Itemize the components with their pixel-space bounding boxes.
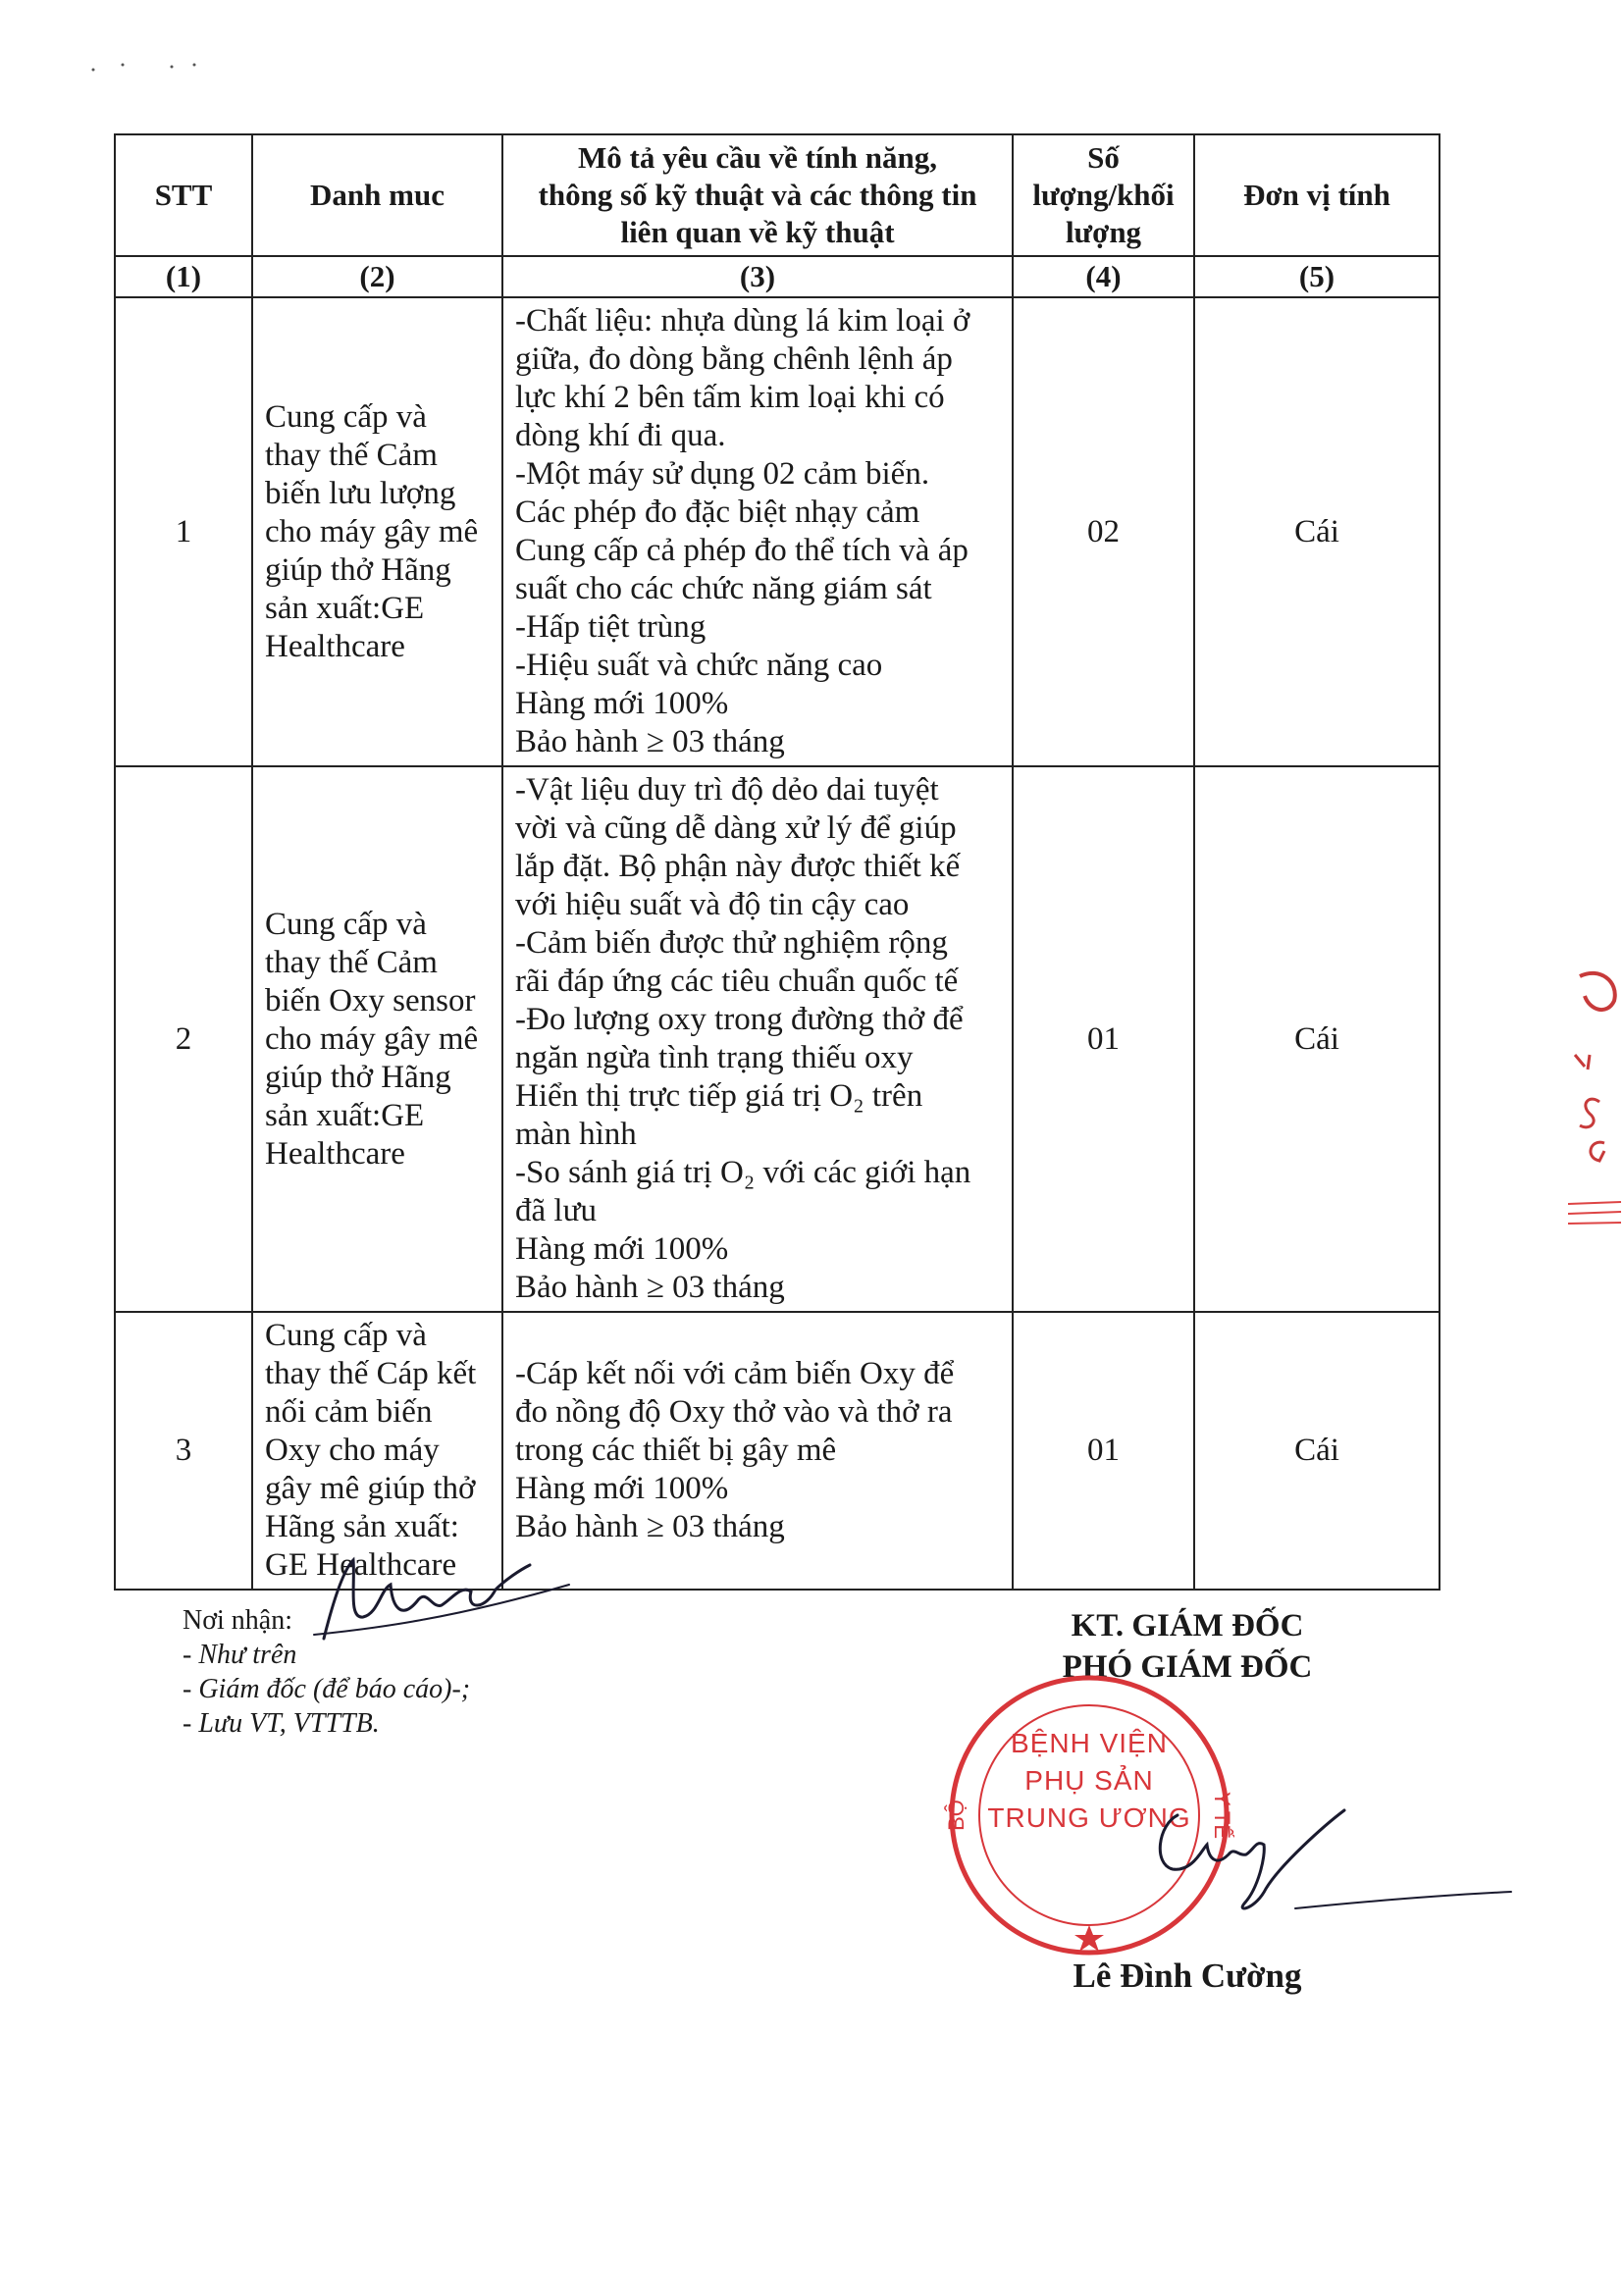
signatory-name: Lê Đình Cường: [1073, 1957, 1302, 1995]
seal-right-text: Y TẾ: [1210, 1791, 1234, 1840]
recipient-item: - Như trên: [183, 1640, 297, 1670]
row-stt: 3: [115, 1312, 252, 1590]
signatory-line2: PHÓ GIÁM ĐỐC: [1062, 1649, 1313, 1685]
row-stt: 1: [115, 297, 252, 766]
header-unit: Đơn vị tính: [1194, 134, 1440, 256]
row-name: Cung cấp và thay thế Cáp kết nối cảm biến Oxy cho máy gây mê giúp thở Hãng sản xuất: GE Healthcare: [252, 1312, 502, 1590]
row-unit: Cái: [1194, 766, 1440, 1312]
row-description: -Vật liệu duy trì độ dẻo dai tuyệt vời và cũng dễ dàng xử lý để giúp lắp đặt. Bộ phận này được thiết kế với hiệu suất và độ tin cậy cao -Cảm biến được thử nghiệm rộng rãi đáp ứng các tiêu chuẩn quốc tế -Đo lượng oxy trong đường thở để ngăn ngừa tình trạng thiếu oxy Hiển thị trực tiếp giá trị O₂ trên màn hình -So sánh giá trị O₂ với các giới hạn đã lưu Hàng mới 100% Bảo hành ≥ 03 tháng: [502, 766, 1013, 1312]
header-description: Mô tả yêu cầu về tính năng, thông số kỹ thuật và các thông tin liên quan về kỹ thuật: [502, 134, 1013, 256]
specification-table: [114, 133, 1440, 1591]
recipient-item: - Giám đốc (để báo cáo)-;: [183, 1674, 471, 1704]
recipients-block: [183, 1603, 470, 1741]
column-number: (3): [502, 256, 1013, 297]
seal-star: [1074, 1925, 1104, 1952]
director-signature: [1148, 1796, 1521, 1962]
header-stt: STT: [115, 134, 252, 256]
row-unit: Cái: [1194, 297, 1440, 766]
edge-seal-fragment: [1560, 957, 1623, 1251]
column-number: (1): [115, 256, 252, 297]
row-unit: Cái: [1194, 1312, 1440, 1590]
column-number-row: [115, 256, 1440, 297]
recipient-item: - Lưu VT, VTTTB.: [183, 1708, 380, 1739]
table-header-row: [115, 134, 1440, 256]
seal-text: BỆNH VIỆN PHỤ SẢN TRUNG ƯƠNG: [987, 1728, 1191, 1833]
seal-left-text: BỘ: [944, 1800, 969, 1831]
row-quantity: 01: [1013, 766, 1194, 1312]
column-number: (2): [252, 256, 502, 297]
scan-specks: [0, 0, 393, 78]
row-quantity: 01: [1013, 1312, 1194, 1590]
column-number: (5): [1194, 256, 1440, 297]
row-name: Cung cấp và thay thế Cảm biến lưu lượng cho máy gây mê giúp thở Hãng sản xuất:GE Healthcare: [252, 297, 502, 766]
table-row: [115, 766, 1440, 1312]
row-description: -Cáp kết nối với cảm biến Oxy để đo nồng độ Oxy thở vào và thở ra trong các thiết bị gây mê Hàng mới 100% Bảo hành ≥ 03 tháng: [502, 1312, 1013, 1590]
column-number: (4): [1013, 256, 1194, 297]
row-description: -Chất liệu: nhựa dùng lá kim loại ở giữa, đo dòng bằng chênh lệnh áp lực khí 2 bên tấm kim loại khi có dòng khí đi qua. -Một máy sử dụng 02 cảm biến. Các phép đo đặc biệt nhạy cảm Cung cấp cả phép đo thể tích và áp suất cho các chức năng giám sát -Hấp tiệt trùng -Hiệu suất và chức năng cao Hàng mới 100% Bảo hành ≥ 03 tháng: [502, 297, 1013, 766]
table-row: [115, 297, 1440, 766]
row-quantity: 02: [1013, 297, 1194, 766]
header-quantity: Số lượng/khối lượng: [1013, 134, 1194, 256]
signatory-line1: KT. GIÁM ĐỐC: [1071, 1608, 1304, 1644]
header-category: Danh muc: [252, 134, 502, 256]
recipients-title: Nơi nhận:: [183, 1605, 293, 1636]
row-stt: 2: [115, 766, 252, 1312]
row-name: Cung cấp và thay thế Cảm biến Oxy sensor cho máy gây mê giúp thở Hãng sản xuất:GE Healthcare: [252, 766, 502, 1312]
